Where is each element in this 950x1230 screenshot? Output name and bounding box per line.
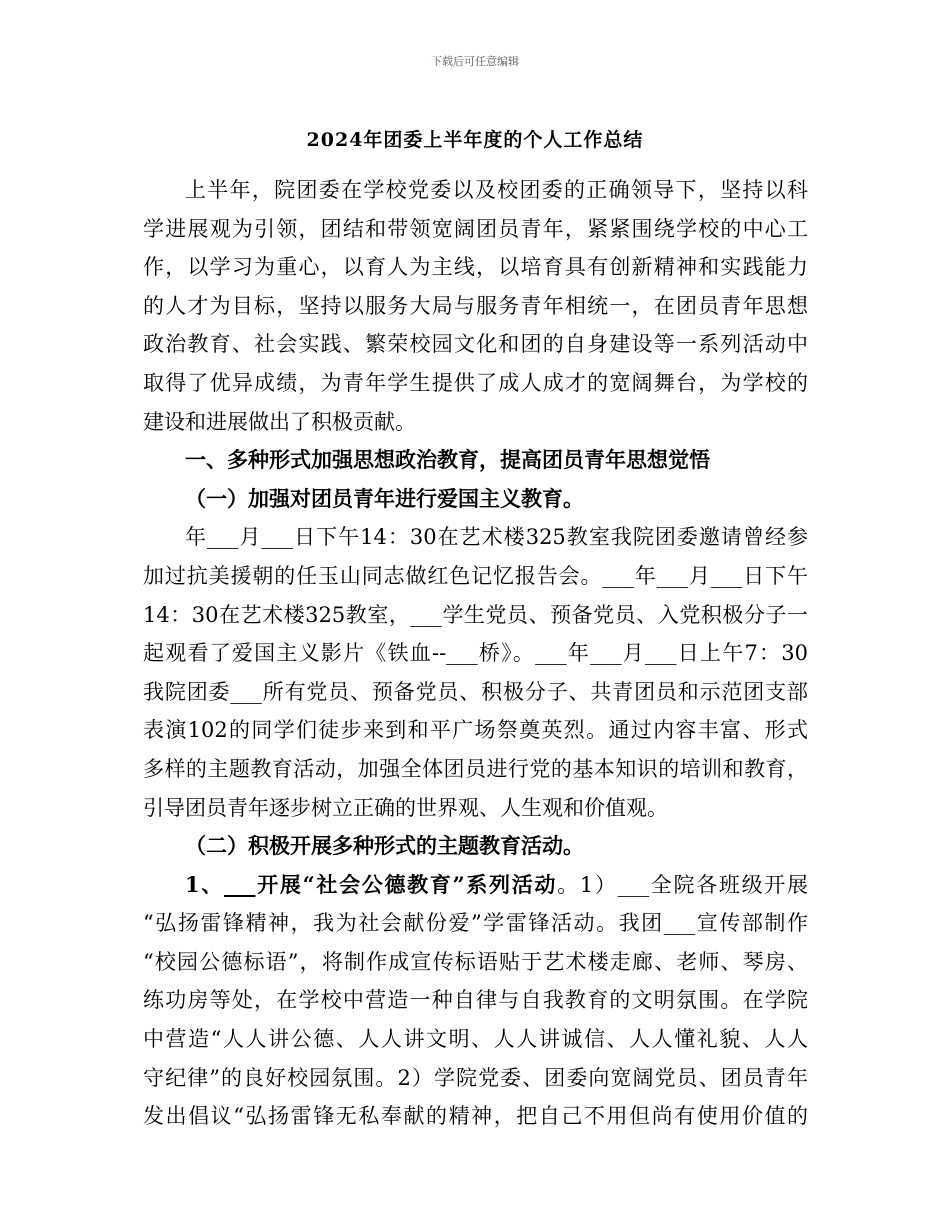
body-line: 起观看了爱国主义影片《铁血--___桥》。___年___月___日上午7：30 <box>143 641 808 666</box>
body-line: 建设和进展做出了积极贡献。 <box>143 409 416 434</box>
body-line: 守纪律”的良好校园氛围。2）学院党委、团委向宽阔党员、团员青年 <box>143 1065 808 1090</box>
body-line: 取得了优异成绩，为青年学生提供了成人成才的宽阔舞台，为学校的 <box>143 370 808 395</box>
body-line: 作，以学习为重心，以育人为主线，以培育具有创新精神和实践能力 <box>143 255 808 280</box>
body-line: 引导团员青年逐步树立正确的世界观、人生观和价值观。 <box>143 795 668 820</box>
body-line: 加过抗美援朝的任玉山同志做红色记忆报告会。___年___月___日下午 <box>143 563 808 588</box>
body-line: 中营造“人人讲公德、人人讲文明、人人讲诚信、人人懂礼貌、人人 <box>143 1027 808 1052</box>
document-body <box>143 171 808 1136</box>
body-line: 发出倡议“弘扬雷锋无私奉献的精神，把自己不用但尚有使用价值的 <box>143 1104 808 1129</box>
body-line: 政治教育、社会实践、繁荣校园文化和团的自身建设等一系列活动中 <box>143 332 808 357</box>
body-line: （一）加强对团员青年进行爱国主义教育。 <box>185 485 584 511</box>
body-line: 练功房等处，在学校中营造一种自律与自我教育的文明氛围。在学院 <box>143 988 808 1013</box>
body-line: 的人才为目标，坚持以服务大局与服务青年相统一，在团员青年思想 <box>143 293 808 318</box>
body-line: （二）积极开展多种形式的主题教育活动。 <box>185 833 584 859</box>
body-line: 14：30在艺术楼325教室，___学生党员、预备党员、入党积极分子一 <box>143 602 808 627</box>
body-line: 学进展观为引领，团结和带领宽阔团员青年，紧紧围绕学校的中心工 <box>143 216 808 241</box>
body-line: “校园公德标语”，将制作成宣传标语贴于艺术楼走廊、老师、琴房、 <box>143 949 808 974</box>
header-note: 下载后可任意编辑 <box>431 55 519 68</box>
body-line: “弘扬雷锋精神，我为社会献份爱”学雷锋活动。我团___宣传部制作 <box>143 911 808 936</box>
document-title: 2024年团委上半年度的个人工作总结 <box>306 129 644 151</box>
body-line: 年___月___日下午14：30在艺术楼325教室我院团委邀请曾经参 <box>185 525 808 550</box>
body-line: 1、___开展“社会公德教育”系列活动。1）___全院各班级开展 <box>185 871 808 897</box>
body-line: 我院团委___所有党员、预备党员、积极分子、共青团员和示范团支部 <box>143 679 808 704</box>
body-line: 多样的主题教育活动，加强全体团员进行党的基本知识的培训和教育， <box>143 756 808 781</box>
body-line: 表演102的同学们徒步来到和平广场祭奠英烈。通过内容丰富、形式 <box>143 718 808 743</box>
body-line: 一、多种形式加强思想政治教育，提高团员青年思想觉悟 <box>185 447 710 473</box>
body-line: 上半年，院团委在学校党委以及校团委的正确领导下，坚持以科 <box>185 178 808 202</box>
